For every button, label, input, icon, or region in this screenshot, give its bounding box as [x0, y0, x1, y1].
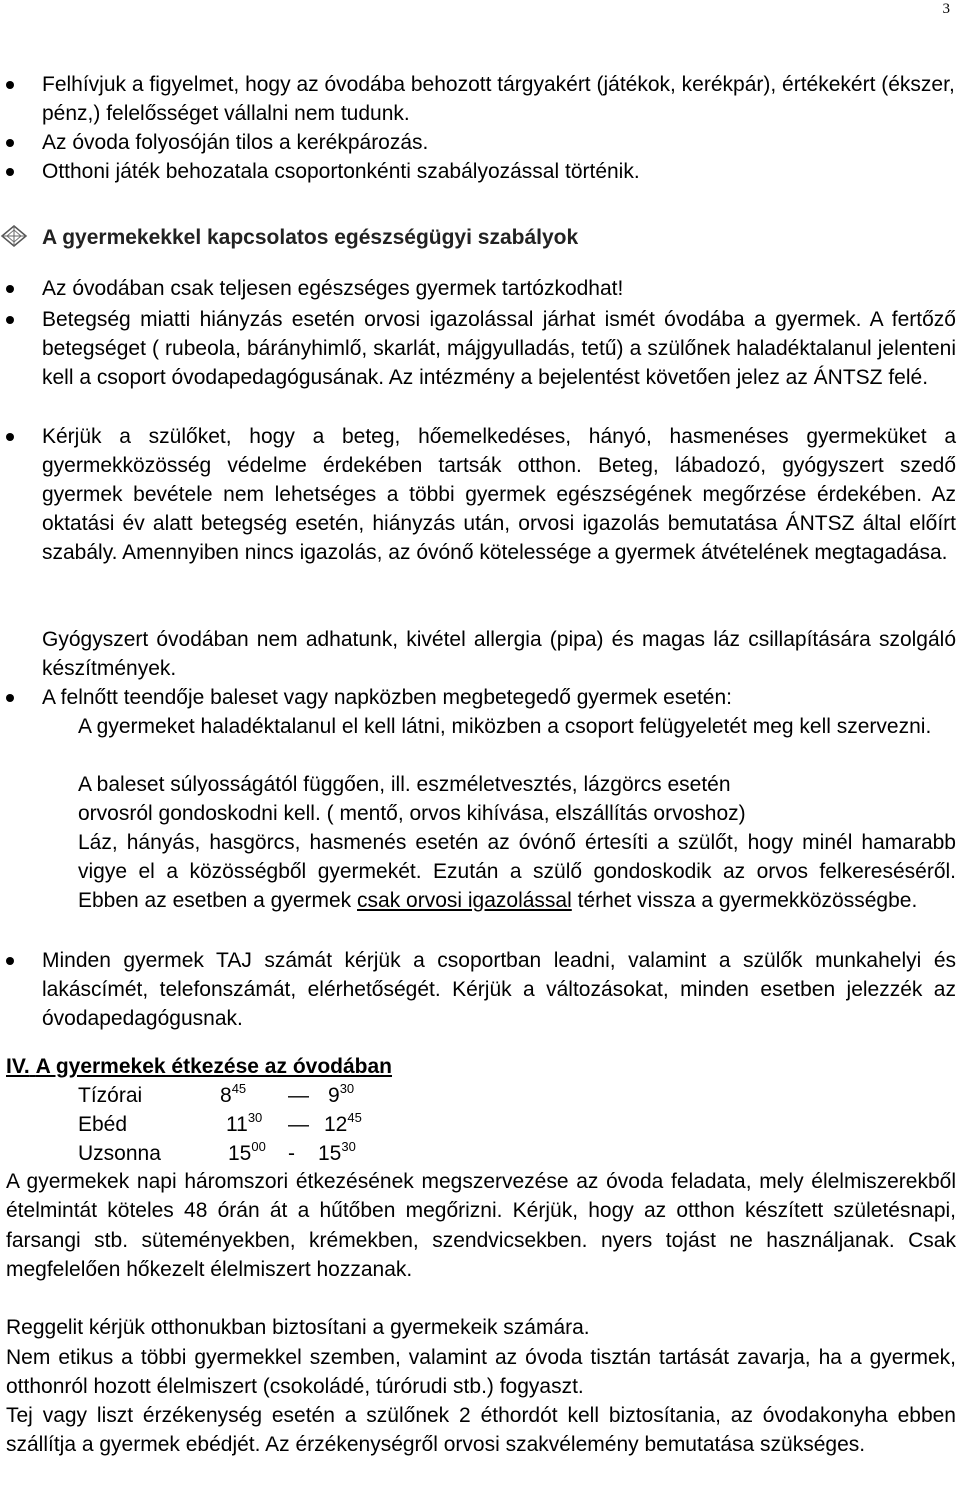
- list-item-subtext: A gyermeket haladéktalanul el kell látni, miközben a csoport felügyeletét meg kell szervezni.: [78, 715, 932, 738]
- hour: 12: [324, 1113, 348, 1136]
- section-number: IV.: [6, 1055, 30, 1078]
- bullet-icon: [6, 957, 14, 965]
- meal-end: [328, 1081, 354, 1110]
- section-heading: A gyermekekkel kapcsolatos egészségügyi szabályok: [42, 226, 579, 249]
- hour: 9: [328, 1084, 340, 1107]
- bullet-icon: [6, 694, 14, 702]
- bullet-icon: [6, 139, 14, 147]
- list-item-text: Minden gyermek TAJ számát kérjük a csoportban leadni, valamint a szülők munkahelyi és lakáscímét, telefonszámát, elérhetőségét. Kérjük a változásokat, minden esetben jelezzék az óvodapedagógusnak.: [42, 949, 956, 1030]
- section-title-text: A gyermekek étkezése az óvodában: [35, 1055, 392, 1078]
- list-item-subtext: A baleset súlyosságától függően, ill. eszméletvesztés, lázgörcs esetén: [78, 773, 731, 796]
- underlined-text: csak orvosi igazolással: [357, 889, 572, 912]
- minute: 30: [341, 1139, 356, 1154]
- text-run: Láz, hányás, hasgörcs, hasmenés esetén az óvónő értesíti a szülőt, hogy minél hamarabb vigye el a közösségből gyermekét. Ezután a szülő gondoskodik az orvos felkereséséről. Ebben az esetben a gyermek: [78, 831, 956, 912]
- list-item-text: Az óvodában csak teljesen egészséges gyermek tartózkodhat!: [42, 277, 624, 300]
- section-title: [6, 1052, 392, 1081]
- list-item-text: A felnőtt teendője baleset vagy napközben megbetegedő gyermek esetén:: [42, 686, 732, 709]
- list-item-subtext: orvosról gondoskodni kell. ( mentő, orvos kihívása, elszállítás orvoshoz): [78, 802, 746, 825]
- minute: 30: [339, 1081, 355, 1096]
- bullet-icon: [6, 433, 14, 441]
- meal-separator: —: [288, 1113, 309, 1136]
- diamond-bullet-icon: [0, 225, 28, 247]
- meal-separator: -: [288, 1142, 295, 1165]
- paragraph: Nem etikus a többi gyermekkel szemben, valamint az óvoda tisztán tartását zavarja, ha a gyermek, otthonról hozott élelmiszert (csokoládé, túrórudi stb.) fogyaszt.: [6, 1346, 956, 1399]
- minute: 45: [347, 1110, 362, 1125]
- meal-end: [318, 1139, 356, 1168]
- meal-start: [226, 1110, 262, 1139]
- meal-separator: —: [288, 1084, 309, 1107]
- meal-start: [220, 1081, 246, 1110]
- text-run: térhet vissza a gyermekközösségbe.: [571, 889, 918, 912]
- bullet-icon: [6, 168, 14, 176]
- hour: 11: [226, 1113, 248, 1136]
- page-number: 3: [942, 1, 950, 17]
- hour: 15: [318, 1142, 342, 1165]
- meal-name: Tízórai: [78, 1084, 143, 1107]
- meal-name: Ebéd: [78, 1113, 128, 1136]
- bullet-icon: [6, 316, 14, 324]
- meal-start: [228, 1139, 266, 1168]
- list-item-text: Kérjük a szülőket, hogy a beteg, hőemelkedéses, hányó, hasmenéses gyermeküket a gyermekközösség védelme érdekében tartsák otthon. Beteg, lábadozó, gyógyszert szedő gyermek bevétele nem lehetséges a többi gyermek egészségének megőrzése érdekében. Az oktatási év alatt betegség esetén, hiányzás után, orvosi igazolás bemutatása ÁNTSZ által előírt szabály. Amennyiben nincs igazolás, az óvónő kötelessége a gyermek átvételének megtagadása.: [42, 425, 956, 564]
- paragraph: Reggelit kérjük otthonukban biztosítani a gyermekeik számára.: [6, 1316, 590, 1339]
- minute: 00: [251, 1139, 266, 1154]
- paragraph: A gyermekek napi háromszori étkezésének megszervezése az óvoda feladata, mely élelmiszerekből ételmintát köteles 48 órán át a hűtőben megőrizni. Kérjük, hogy az otthon készített születésnapi, farsangi stb. süteményekben, krémekben, szendvicsekben. nyers tojást ne használjanak. Csak megfelelően hőkezelt élelmiszert hozzanak.: [6, 1170, 956, 1281]
- hour: 15: [228, 1142, 252, 1165]
- list-item-text: Otthoni játék behozatala csoportonkénti szabályozással történik.: [42, 160, 640, 183]
- list-item-text: Gyógyszert óvodában nem adhatunk, kivétel allergia (pipa) és magas láz csillapítására szolgáló készítmények.: [42, 628, 956, 680]
- minute: 45: [231, 1081, 247, 1096]
- meal-end: [324, 1110, 362, 1139]
- meal-name: Uzsonna: [78, 1142, 161, 1165]
- hour: 8: [220, 1084, 232, 1107]
- list-item-text: Betegség miatti hiányzás esetén orvosi igazolással járhat ismét óvodába a gyermek. A fertőző betegséget ( rubeola, bárányhimlő, skarlát, májgyulladás, tetű) a szülőnek haladéktalanul jelenteni kell a csoport óvodapedagógusának. Az intézmény a bejelentést követően jelez az ÁNTSZ felé.: [42, 308, 956, 389]
- bullet-icon: [6, 81, 14, 89]
- list-item-text: Felhívjuk a figyelmet, hogy az óvodába behozott tárgyakért (játékok, kerékpár), értékekért (ékszer, pénz,) felelősséget vállalni nem tudunk.: [42, 73, 955, 125]
- list-item-subtext: [78, 828, 956, 915]
- bullet-icon: [6, 285, 14, 293]
- minute: 30: [247, 1110, 263, 1125]
- paragraph: Tej vagy liszt érzékenység esetén a szülőnek 2 éthordót kell biztosítania, az óvodakonyha ebben szállítja a gyermek ebédjét. Az érzékenységről orvosi szakvélemény bemutatása szükséges.: [6, 1404, 956, 1457]
- list-item-text: Az óvoda folyosóján tilos a kerékpározás.: [42, 131, 429, 154]
